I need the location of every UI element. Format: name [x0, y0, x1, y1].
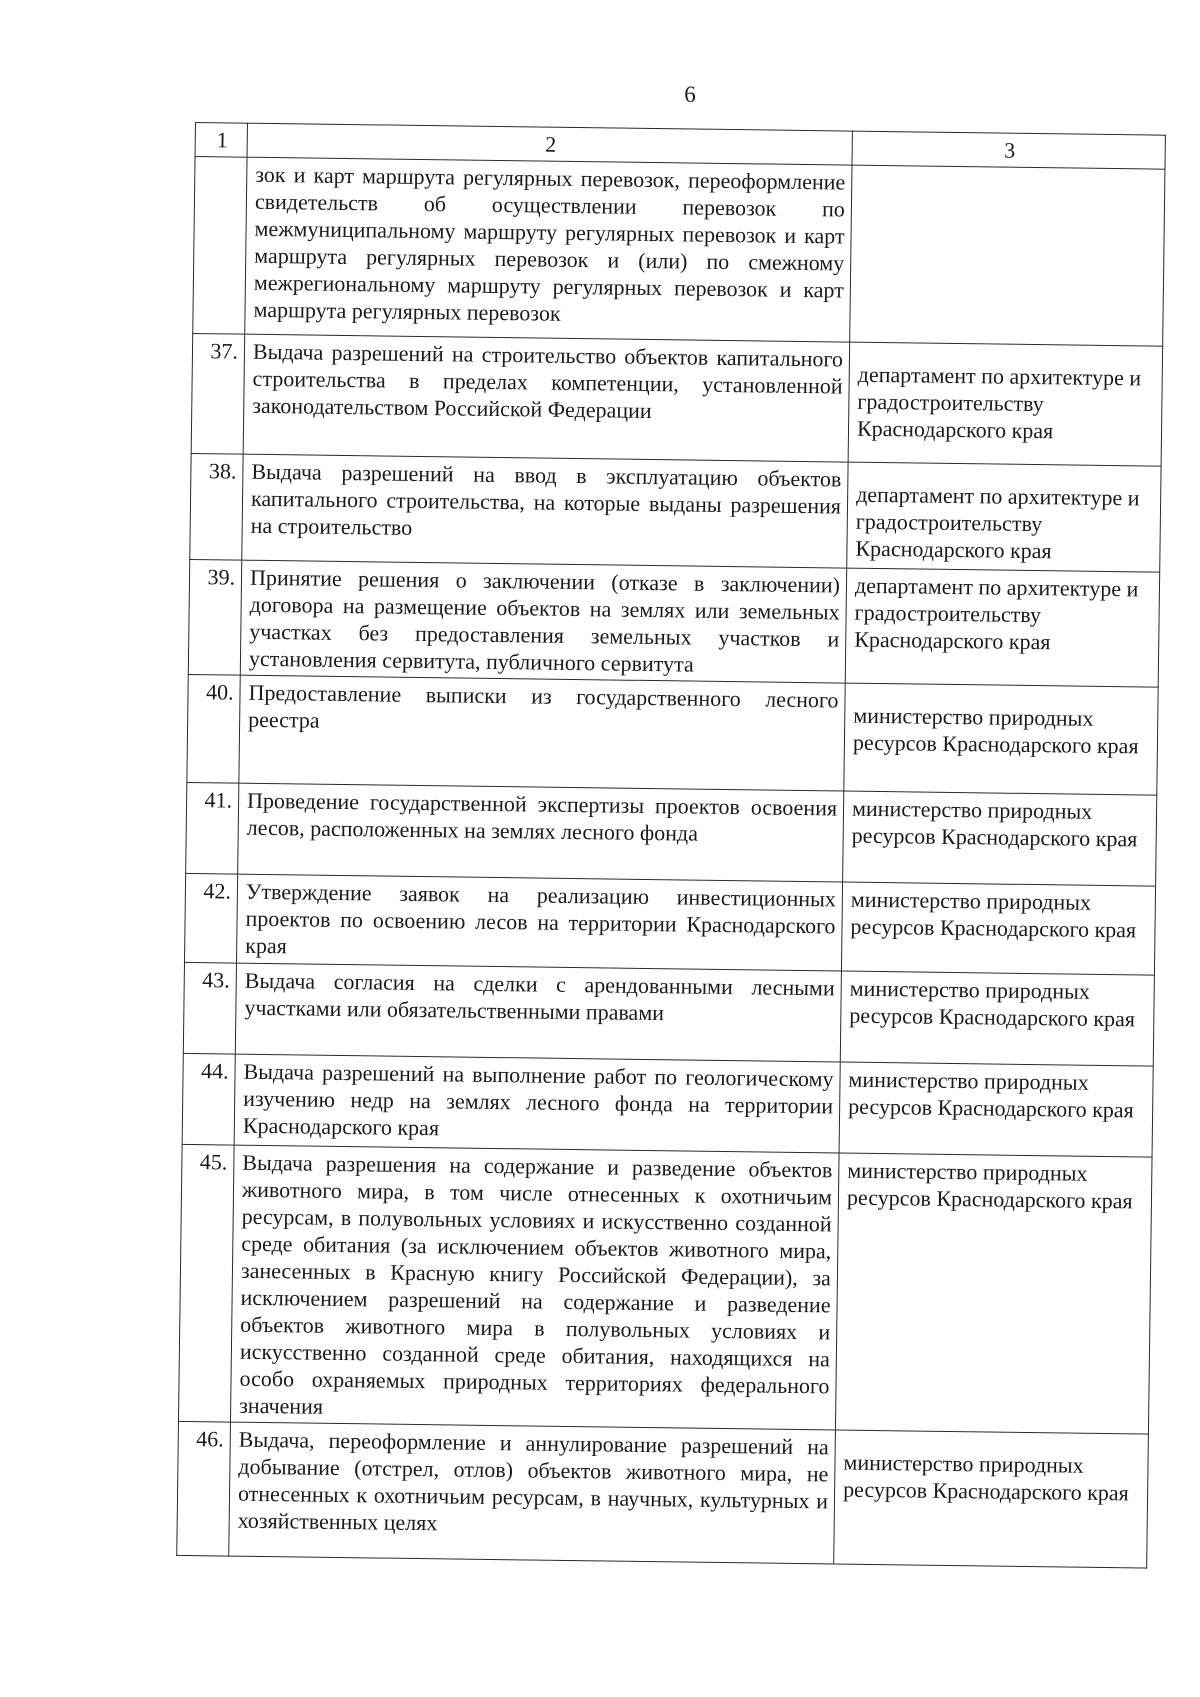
document-sheet [176, 122, 1165, 1569]
row-description: Утверждение заявок на реализацию инвестиционных проектов по освоению лесов на территории Краснодарского края [236, 874, 842, 971]
row-description: Выдача разрешений на выполнение работ по геологическому изучению недр на землях лесного фонда на территории Краснодарского края [234, 1054, 840, 1153]
row-number: 37. [191, 333, 245, 454]
row-authority [850, 165, 1165, 346]
table-row [187, 674, 1158, 795]
header-col-3: 3 [852, 131, 1165, 169]
row-number: 46. [177, 1421, 231, 1556]
row-description: Выдача, переоформление и аннулирование разрешений на добывание (отстрел, отлов) объектов животного мира, не отнесенных к охотничьим ресурсам, в научных, культурных и хозяйственных целях [229, 1422, 836, 1564]
table-row [190, 453, 1161, 572]
row-number: 41. [186, 782, 239, 874]
row-authority: министерство природных ресурсов Краснодарского края [840, 971, 1154, 1066]
row-number: 45. [178, 1144, 234, 1422]
row-number: 39. [188, 559, 242, 675]
row-number: 44. [182, 1053, 235, 1145]
row-authority: министерство природных ресурсов Краснодарского края [835, 1153, 1152, 1434]
table-row [177, 1421, 1149, 1568]
row-description: Предоставление выписки из государственного лесного реестра [239, 675, 845, 791]
row-description: Выдача разрешения на содержание и разведение объектов животного мира, в том числе отнесенных к охотничьим ресурсам, в полувольных условиях и искусственно созданной среде обитания (за исключением объектов животного мира, занесенных в Красную книгу Российской Федерации), за исключением разрешений на содержание и разведение объектов животного мира в полувольных условиях и искусственно созданной среде обитания, находящихся на особо охраняемых природных территориях федерального значения [230, 1145, 839, 1430]
table-row [193, 157, 1165, 347]
table-row [178, 1144, 1152, 1434]
row-number [193, 157, 247, 335]
row-description: Принятие решения о заключении (отказе в заключении) договора на размещение объектов на землях или земельных участках без предоставления земельных участков и установления сервитута, публичного сервитута [240, 560, 846, 683]
table-row [182, 1053, 1153, 1157]
row-authority: министерство природных ресурсов Краснодарского края [843, 791, 1157, 886]
row-description: Выдача разрешений на ввод в эксплуатацию объектов капитального строительства, на которые выданы разрешения на строительство [242, 454, 848, 568]
row-description: Выдача разрешений на строительство объектов капитального строительства в пределах компетенции, установленной законодательством Российской Федерации [243, 334, 850, 462]
header-col-1: 1 [195, 123, 247, 158]
row-description: зок и карт маршрута регулярных перевозок, переоформление свидетельств об осуществлении перевозок по межмуниципальному маршруту регулярных перевозок и карт маршрута регулярных перевозок и (или) по смежному межрегиональному маршруту регулярных перевозок и карт маршрута регулярных перевозок [245, 157, 852, 342]
header-col-2: 2 [247, 123, 852, 165]
table-row [184, 873, 1155, 975]
table-row [186, 782, 1157, 886]
table-row [188, 559, 1159, 687]
row-description: Выдача согласия на сделки с арендованными лесными участками или обязательственными правами [235, 963, 841, 1062]
row-authority: министерство природных ресурсов Краснодарского края [834, 1430, 1149, 1568]
row-authority: департамент по архитектуре и градостроительству Краснодарского края [845, 568, 1159, 687]
row-authority: департамент по архитектуре и градостроительству Краснодарского края [847, 462, 1161, 572]
table-row [183, 962, 1154, 1066]
row-number: 38. [190, 453, 243, 560]
row-authority: министерство природных ресурсов Краснодарского края [841, 882, 1155, 975]
row-number: 40. [187, 674, 240, 783]
row-authority: министерство природных ресурсов Краснодарского края [844, 683, 1158, 795]
page-number: 6 [684, 82, 696, 107]
row-authority: министерство природных ресурсов Краснодарского края [839, 1062, 1153, 1157]
services-table [176, 122, 1166, 1569]
row-number: 42. [184, 873, 237, 963]
row-number: 43. [183, 962, 236, 1054]
row-description: Проведение государственной экспертизы проектов освоения лесов, расположенных на землях лесного фонда [238, 783, 844, 882]
table-row [191, 333, 1162, 466]
row-authority: департамент по архитектуре и градостроительству Краснодарского края [848, 342, 1163, 466]
